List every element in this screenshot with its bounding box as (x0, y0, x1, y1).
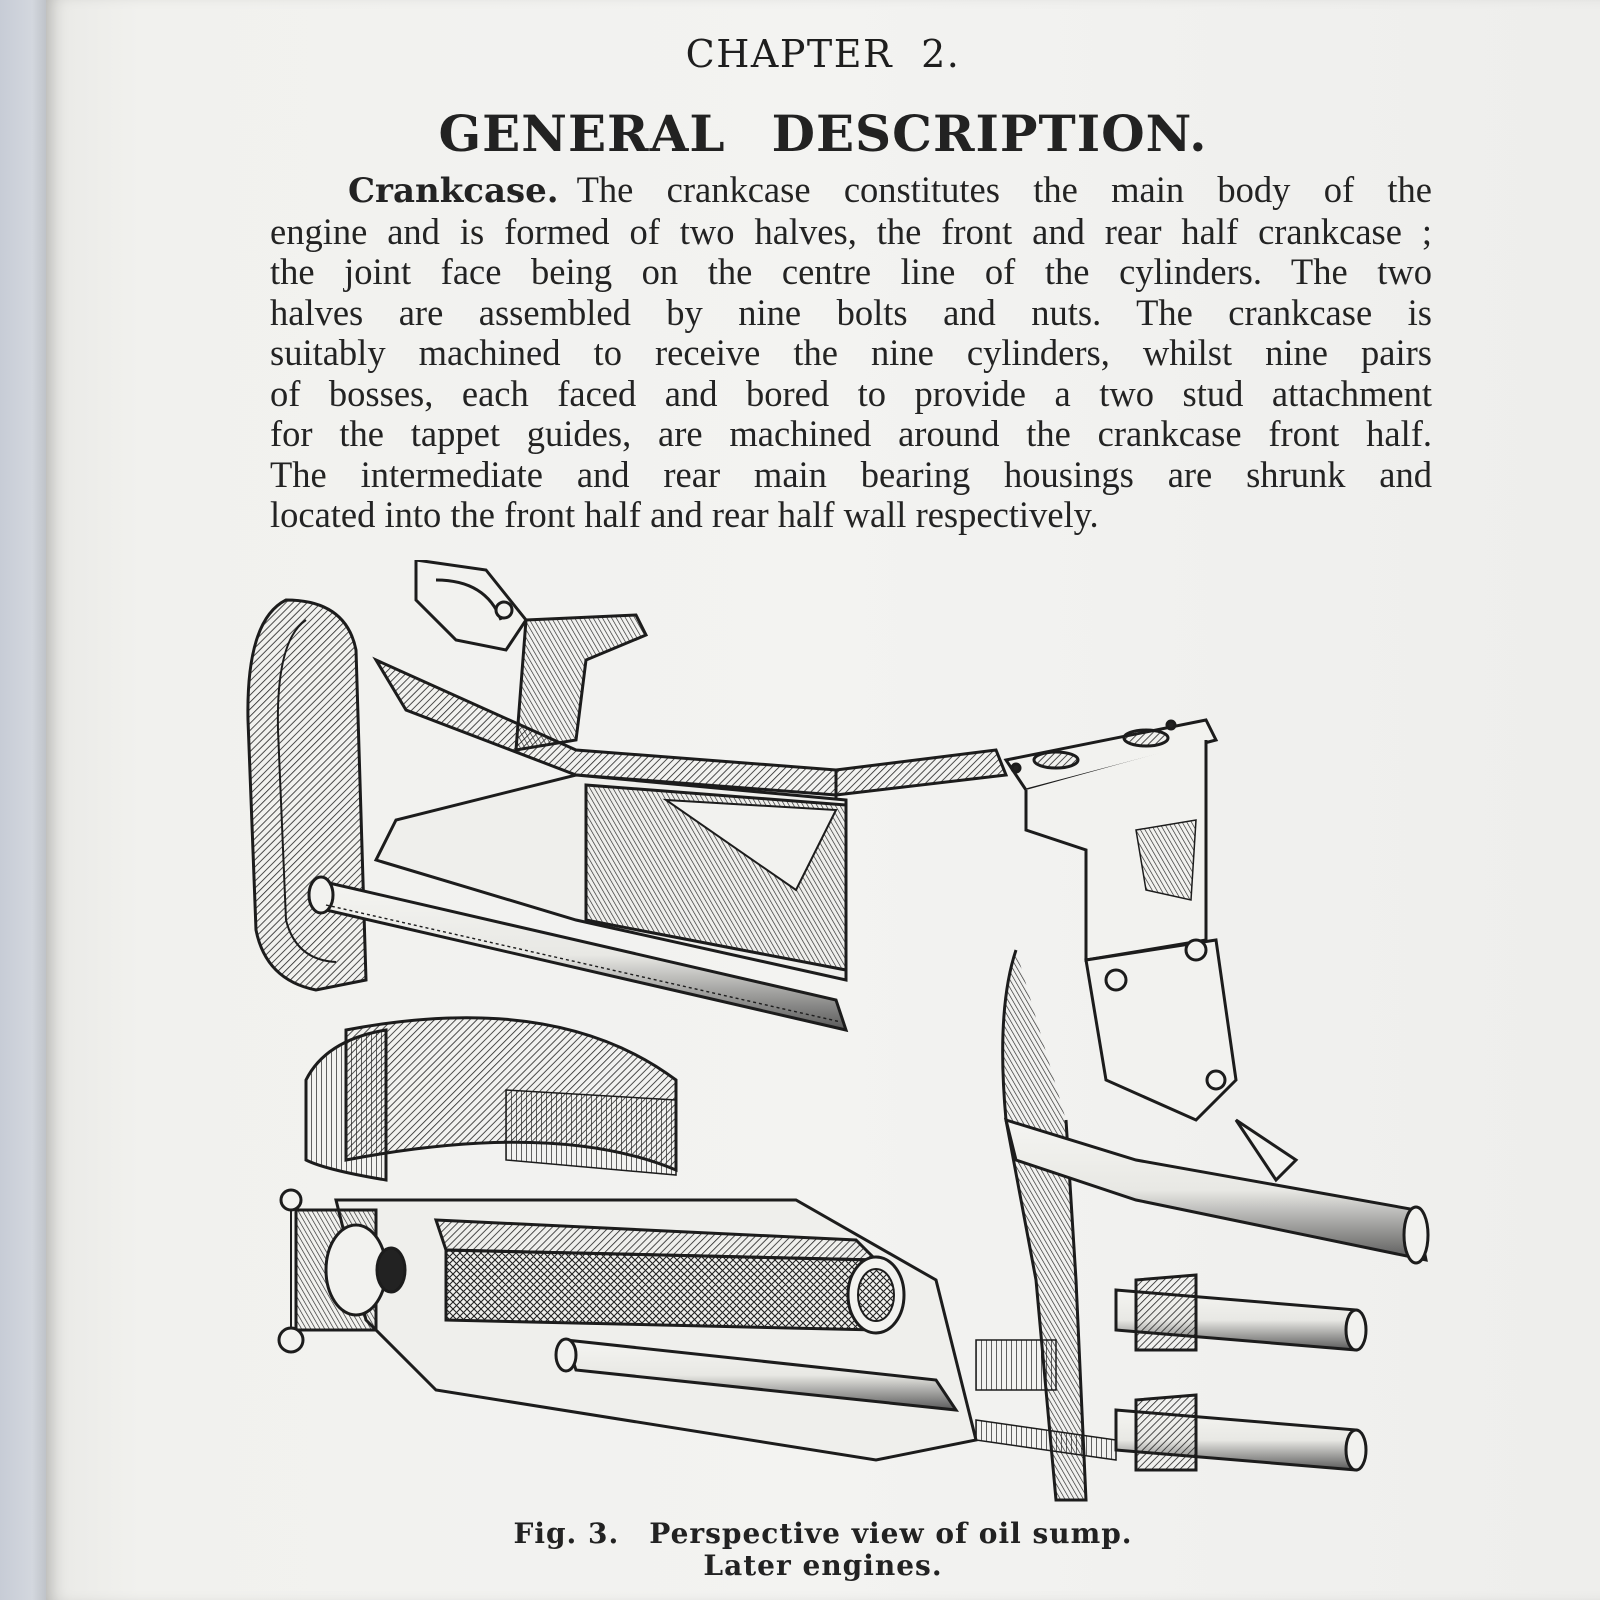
heading-word-general: GENERAL (438, 104, 726, 163)
section-heading (46, 104, 1600, 163)
crankcase-paragraph (270, 170, 1432, 536)
heading-word-description: DESCRIPTION. (771, 104, 1208, 163)
paragraph-line (270, 170, 1432, 212)
lower-sump-casting (336, 1200, 1056, 1460)
paragraph-line: The intermediate and rear main bearing housings are shrunk and (270, 453, 1432, 495)
paragraph-line: engine and is formed of two halves, the front and rear half crankcase ; (270, 210, 1432, 252)
chapter-label: CHAPTER (685, 32, 894, 76)
paragraph-line: suitably machined to receive the nine cylinders, whilst nine pairs (270, 332, 1432, 373)
paragraph-line-text: The crankcase constitutes the main body of the (576, 169, 1432, 210)
caption-line-2: Later engines. (703, 1549, 943, 1582)
caption-line-1 (46, 1518, 1600, 1550)
run-in-heading: Crankcase. (348, 171, 559, 211)
figure-label: Fig. 3. (513, 1517, 620, 1550)
paragraph-line: of bosses, each faced and bored to provide a two stud attachment (270, 372, 1432, 414)
chapter-number: 2. (921, 32, 961, 76)
paragraph-line: for the tappet guides, are machined around the crankcase front half. (270, 413, 1432, 454)
chapter-title (46, 32, 1600, 76)
paragraph-line: the joint face being on the centre line of the cylinders. The two (270, 251, 1432, 292)
figure-caption (46, 1518, 1600, 1582)
paragraph-line: halves are assembled by nine bolts and nuts. The crankcase is (270, 291, 1432, 333)
oil-sump-illustration (236, 560, 1466, 1510)
book-spine-edge (0, 0, 46, 1600)
caption-text: Perspective view of oil sump. (649, 1517, 1133, 1550)
paragraph-line: located into the front half and rear half wall respectively. (270, 494, 1099, 535)
sump-bowl (306, 775, 846, 1180)
book-page (46, 0, 1600, 1600)
